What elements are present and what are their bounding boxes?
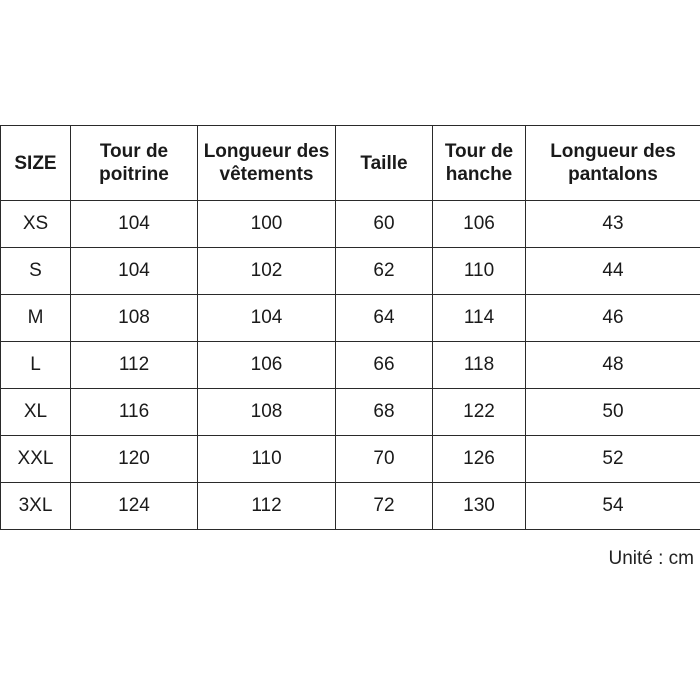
cell-size: XXL (1, 436, 71, 483)
header-size: SIZE (1, 126, 71, 201)
cell-chest: 108 (71, 295, 198, 342)
unit-note: Unité : cm (608, 548, 694, 569)
table-row (1, 248, 700, 295)
cell-hip: 122 (433, 389, 526, 436)
cell-size: XL (1, 389, 71, 436)
cell-hip: 114 (433, 295, 526, 342)
size-chart-table (0, 125, 700, 530)
cell-pants-length: 54 (526, 483, 700, 530)
cell-chest: 104 (71, 201, 198, 248)
table-row (1, 483, 700, 530)
cell-waist: 66 (336, 342, 433, 389)
header-row (1, 126, 700, 201)
cell-waist: 60 (336, 201, 433, 248)
cell-size: 3XL (1, 483, 71, 530)
cell-pants-length: 52 (526, 436, 700, 483)
table-row (1, 295, 700, 342)
cell-waist: 68 (336, 389, 433, 436)
cell-chest: 116 (71, 389, 198, 436)
cell-garment-length: 110 (198, 436, 336, 483)
header-garment-length: Longueur des vêtements (198, 126, 336, 201)
cell-chest: 120 (71, 436, 198, 483)
cell-garment-length: 100 (198, 201, 336, 248)
header-chest: Tour de poitrine (71, 126, 198, 201)
cell-waist: 72 (336, 483, 433, 530)
cell-waist: 64 (336, 295, 433, 342)
cell-pants-length: 46 (526, 295, 700, 342)
cell-pants-length: 50 (526, 389, 700, 436)
table-row (1, 389, 700, 436)
header-waist: Taille (336, 126, 433, 201)
cell-chest: 104 (71, 248, 198, 295)
cell-size: S (1, 248, 71, 295)
cell-waist: 62 (336, 248, 433, 295)
cell-size: XS (1, 201, 71, 248)
header-hip: Tour de hanche (433, 126, 526, 201)
cell-hip: 118 (433, 342, 526, 389)
table-row (1, 201, 700, 248)
header-pants-length: Longueur des pantalons (526, 126, 700, 201)
cell-garment-length: 102 (198, 248, 336, 295)
cell-garment-length: 104 (198, 295, 336, 342)
cell-hip: 130 (433, 483, 526, 530)
cell-size: L (1, 342, 71, 389)
cell-pants-length: 44 (526, 248, 700, 295)
cell-chest: 112 (71, 342, 198, 389)
cell-garment-length: 108 (198, 389, 336, 436)
cell-size: M (1, 295, 71, 342)
cell-hip: 110 (433, 248, 526, 295)
cell-garment-length: 112 (198, 483, 336, 530)
table-row (1, 436, 700, 483)
cell-hip: 126 (433, 436, 526, 483)
cell-waist: 70 (336, 436, 433, 483)
table-body (1, 201, 700, 530)
table-row (1, 342, 700, 389)
cell-pants-length: 43 (526, 201, 700, 248)
cell-hip: 106 (433, 201, 526, 248)
cell-pants-length: 48 (526, 342, 700, 389)
table-header (1, 126, 700, 201)
cell-garment-length: 106 (198, 342, 336, 389)
cell-chest: 124 (71, 483, 198, 530)
